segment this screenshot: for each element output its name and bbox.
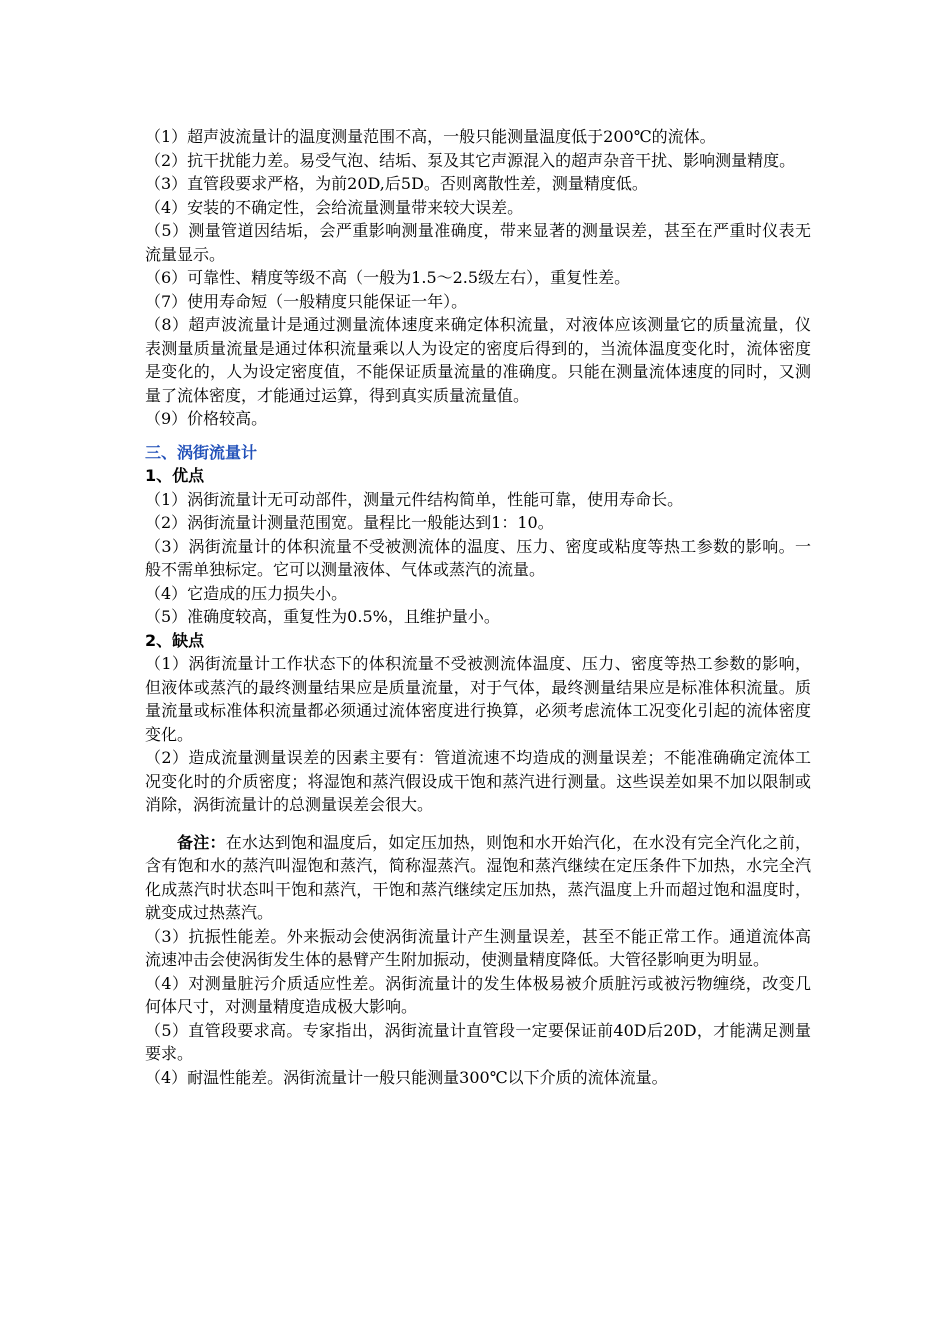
paragraph: （4）对测量脏污介质适应性差。涡街流量计的发生体极易被介质脏污或被污物缠绕，改变几何体尺寸，对测量精度造成极大影响。 (145, 973, 811, 1016)
paragraph: （9）价格较高。 (145, 409, 268, 428)
note-paragraph (145, 831, 811, 925)
note-text: 在水达到饱和温度后，如定压加热，则饱和水开始汽化，在水没有完全汽化之前，含有饱和水的蒸汽叫湿饱和蒸汽，简称湿蒸汽。湿饱和蒸汽继续在定压条件下加热，水完全汽化成蒸汽时状态叫干饱和蒸汽，干饱和蒸汽继续定压加热，蒸汽温度上升而超过饱和温度时，就变成过热蒸汽。 (145, 832, 811, 922)
paragraph: （1）超声波流量计的温度测量范围不高，一般只能测量温度低于200℃的流体。 (145, 127, 716, 146)
section-heading: 三、涡街流量计 (145, 442, 258, 462)
paragraph: （1）涡街流量计工作状态下的体积流量不受被测流体温度、压力、密度等热工参数的影响，但液体或蒸汽的最终测量结果应是质量流量，对于气体，最终测量结果应是标准体积流量。质量流量或标准体积流量都必须通过流体密度进行换算，必须考虑流体工况变化引起的流体密度变化。 (145, 654, 811, 744)
note-label: 备注： (177, 832, 226, 852)
paragraph: （2）抗干扰能力差。易受气泡、结垢、泵及其它声源混入的超声杂音干扰、影响测量精度。 (145, 150, 796, 170)
paragraph: （7）使用寿命短（一般精度只能保证一年）。 (145, 291, 468, 311)
subsection-heading-advantages: 1、优点 (145, 466, 205, 485)
paragraph: （4）耐温性能差。涡街流量计一般只能测量300℃以下介质的流体流量。 (145, 1067, 668, 1087)
paragraph: （2）造成流量测量误差的因素主要有：管道流速不均造成的测量误差；不能准确确定流体工况变化时的介质密度；将湿饱和蒸汽假设成干饱和蒸汽进行测量。这些误差如果不加以限制或消除，涡街流量计的总测量误差会很大。 (145, 748, 811, 814)
paragraph: （5）准确度较高，重复性为0.5%，且维护量小。 (145, 607, 500, 626)
paragraph: （6）可靠性、精度等级不高（一般为1.5～2.5级左右），重复性差。 (145, 268, 631, 287)
paragraph: （3）直管段要求严格，为前20D,后5D。否则离散性差，测量精度低。 (145, 174, 648, 193)
paragraph: （4）安装的不确定性，会给流量测量带来较大误差。 (145, 197, 524, 217)
paragraph: （5）直管段要求高。专家指出，涡街流量计直管段一定要保证前40D后20D，才能满足测量要求。 (145, 1020, 811, 1063)
subsection-heading-disadvantages: 2、缺点 (145, 630, 205, 650)
paragraph: （1）涡街流量计无可动部件，测量元件结构简单，性能可靠，使用寿命长。 (145, 489, 684, 509)
paragraph: （8）超声波流量计是通过测量流体速度来确定体积流量，对液体应该测量它的质量流量，仪表测量质量流量是通过体积流量乘以人为设定的密度后得到的，当流体温度变化时，流体密度是变化的，人为设定密度值，不能保证质量流量的准确度。只能在测量流体速度的同时，又测量了流体密度，才能通过运算，得到真实质量流量值。 (145, 315, 811, 405)
paragraph: （4）它造成的压力损失小。 (145, 583, 348, 603)
paragraph: （3）抗振性能差。外来振动会使涡街流量计产生测量误差，甚至不能正常工作。通道流体高流速冲击会使涡街发生体的悬臂产生附加振动，使测量精度降低。大管径影响更为明显。 (145, 926, 811, 969)
document-page (145, 125, 811, 1089)
paragraph: （3）涡街流量计的体积流量不受被测流体的温度、压力、密度或粘度等热工参数的影响。一般不需单独标定。它可以测量液体、气体或蒸汽的流量。 (145, 536, 811, 579)
paragraph: （5）测量管道因结垢，会严重影响测量准确度，带来显著的测量误差，甚至在严重时仪表无流量显示。 (145, 221, 811, 264)
paragraph: （2）涡街流量计测量范围宽。量程比一般能达到1：10。 (145, 513, 554, 532)
